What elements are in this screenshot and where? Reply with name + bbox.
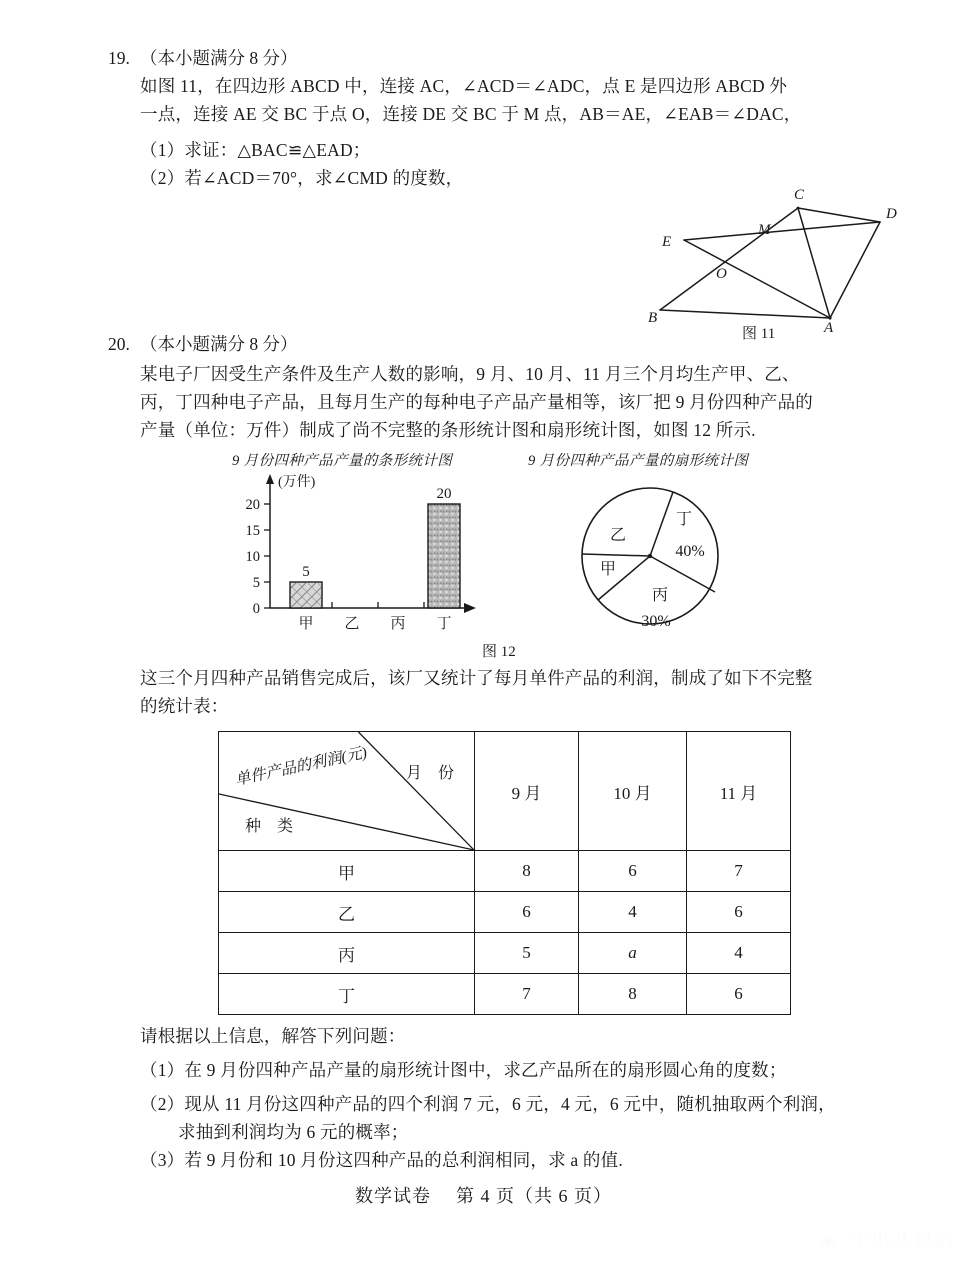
profit-statistics-table: [218, 731, 790, 1005]
figure-11-label-A: A: [824, 320, 834, 332]
pie-chart: [560, 468, 760, 643]
problem-20-question-1: （1）在 9 月份四种产品产量的扇形统计图中，求乙产品所在的扇形圆心角的度数；: [140, 1060, 787, 1080]
row-kind-ding: 丁: [219, 974, 475, 1015]
pie-label-jia: 甲: [599, 561, 617, 578]
cell-yi-sep: 6: [475, 892, 579, 933]
cell-bing-sep: 5: [475, 933, 579, 974]
problem-20-line-5: 的统计表：: [140, 696, 229, 716]
profit-table: [218, 731, 791, 1015]
row-kind-bing: 丙: [219, 933, 475, 974]
watermark-logo-icon: ◈: [820, 1231, 838, 1252]
figure-12-caption: 图 12: [482, 644, 516, 660]
cell-ding-oct: 8: [579, 974, 687, 1015]
cell-jia-sep: 8: [475, 851, 579, 892]
figure-11-label-E: E: [662, 234, 672, 250]
corner-header-kind: 种 类: [245, 818, 300, 835]
bar-chart-title: 9 月份四种产品产量的条形统计图: [232, 453, 453, 469]
table-header-row: [219, 732, 791, 851]
problem-20-line-1: 某电子厂因受生产条件及生产人数的影响，9 月、10 月、11 月三个月均生产甲、乙、: [140, 364, 800, 384]
row-kind-yi: 乙: [219, 892, 475, 933]
problem-19-part-2: （2）若∠ACD＝70°，求∠CMD 的度数，: [140, 168, 464, 188]
pie-value-ding: 40%: [675, 543, 705, 560]
corner-header-month: 月 份: [405, 765, 460, 782]
figure-11-caption: 图 11: [742, 326, 776, 342]
cell-yi-oct: 4: [579, 892, 687, 933]
bar-chart-y-unit: (万件): [278, 475, 316, 490]
problem-20-question-2-cont: 求抽到利润均为 6 元的概率；: [178, 1122, 409, 1142]
table-row: [219, 933, 791, 974]
bar-ytick-15: 15: [245, 523, 260, 539]
bar-xlabel-ding: 丁: [436, 616, 452, 632]
bar-value-ding: 20: [436, 486, 452, 502]
problem-19-line-1: 如图 11，在四边形 ABCD 中，连接 AC，∠ACD＝∠ADC，点 E 是四边形 ABCD 外: [140, 76, 788, 96]
bar-value-jia: 5: [302, 564, 310, 580]
pie-chart-drawing: [560, 468, 760, 643]
problem-20-score-note: （本小题满分 8 分）: [140, 334, 298, 354]
table-row: [219, 892, 791, 933]
pie-centre-dot: [648, 554, 652, 558]
problem-19-score-note: （本小题满分 8 分）: [140, 48, 298, 68]
bar-jia-texture: [290, 582, 322, 608]
problem-20-question-2: （2）现从 11 月份这四种产品的四个利润 7 元，6 元，4 元，6 元中，随机抽取两个利润，: [140, 1094, 836, 1114]
cell-jia-nov: 7: [687, 851, 791, 892]
cell-ding-sep: 7: [475, 974, 579, 1015]
problem-19-number: 19.: [108, 48, 130, 68]
pie-label-yi: 乙: [609, 527, 627, 544]
bar-ytick-5: 5: [252, 575, 260, 591]
cell-jia-oct: 6: [579, 851, 687, 892]
table-col-header-sep: 9 月: [475, 732, 579, 851]
footer-subject: 数学试卷: [355, 1186, 431, 1206]
pie-value-bing: 30%: [641, 613, 671, 630]
corner-header-profit: 单件产品的利润(元): [233, 744, 369, 789]
bar-chart-drawing: [232, 468, 492, 640]
cell-bing-nov: 4: [687, 933, 791, 974]
figure-11-label-M: M: [758, 222, 771, 238]
bar-ytick-20: 20: [245, 497, 260, 513]
figure-11-drawing: [638, 182, 908, 332]
bar-xlabel-bing: 丙: [390, 616, 406, 632]
cell-bing-oct: a: [579, 933, 687, 974]
problem-20-question-3: （3）若 9 月份和 10 月份这四种产品的总利润相同，求 a 的值.: [140, 1150, 623, 1170]
cell-ding-nov: 6: [687, 974, 791, 1015]
problem-20-line-2: 丙，丁四种电子产品，且每月生产的每种电子产品产量相等，该厂把 9 月份四种产品的: [140, 392, 813, 412]
table-row: [219, 974, 791, 1015]
bar-xlabel-yi: 乙: [344, 616, 360, 632]
figure-11-label-O: O: [716, 266, 727, 282]
table-row: [219, 851, 791, 892]
bar-ding: [428, 504, 460, 608]
figure-11-label-C: C: [794, 187, 805, 203]
footer-page-number: 第 4 页（共 6 页）: [456, 1186, 612, 1206]
problem-20-prompt: 请根据以上信息，解答下列问题：: [140, 1026, 406, 1046]
page-footer: [0, 1182, 967, 1208]
cell-yi-nov: 6: [687, 892, 791, 933]
problem-19-line-2: 一点，连接 AE 交 BC 于点 O，连接 DE 交 BC 于 M 点，AB＝AE，∠EAB＝∠DAC，: [140, 104, 802, 124]
pie-label-bing: 丙: [651, 587, 669, 604]
pie-chart-title: 9 月份四种产品产量的扇形统计图: [528, 453, 749, 469]
figure-11: [638, 182, 908, 347]
table-col-header-nov: 11 月: [687, 732, 791, 851]
problem-20-line-3: 产量（单位：万件）制成了尚不完整的条形统计图和扇形统计图，如图 12 所示.: [140, 420, 756, 440]
figure-11-label-D: D: [886, 206, 897, 222]
problem-20-number: 20.: [108, 334, 130, 354]
watermark: [821, 1226, 955, 1253]
row-kind-jia: 甲: [219, 851, 475, 892]
bar-xlabel-jia: 甲: [298, 616, 314, 632]
watermark-text: 千里共婵娟: [849, 1231, 955, 1252]
problem-19-part-1: （1）求证：△BAC≌△EAD；: [140, 140, 371, 160]
table-col-header-oct: 10 月: [579, 732, 687, 851]
pie-label-ding: 丁: [675, 511, 693, 528]
table-corner-header: [219, 732, 475, 851]
bar-ytick-10: 10: [245, 549, 260, 565]
bar-ytick-0: 0: [252, 601, 260, 617]
problem-20-line-4: 这三个月四种产品销售完成后，该厂又统计了每月单件产品的利润，制成了如下不完整: [140, 668, 813, 688]
bar-chart: [232, 468, 492, 640]
figure-11-label-B: B: [648, 310, 658, 326]
